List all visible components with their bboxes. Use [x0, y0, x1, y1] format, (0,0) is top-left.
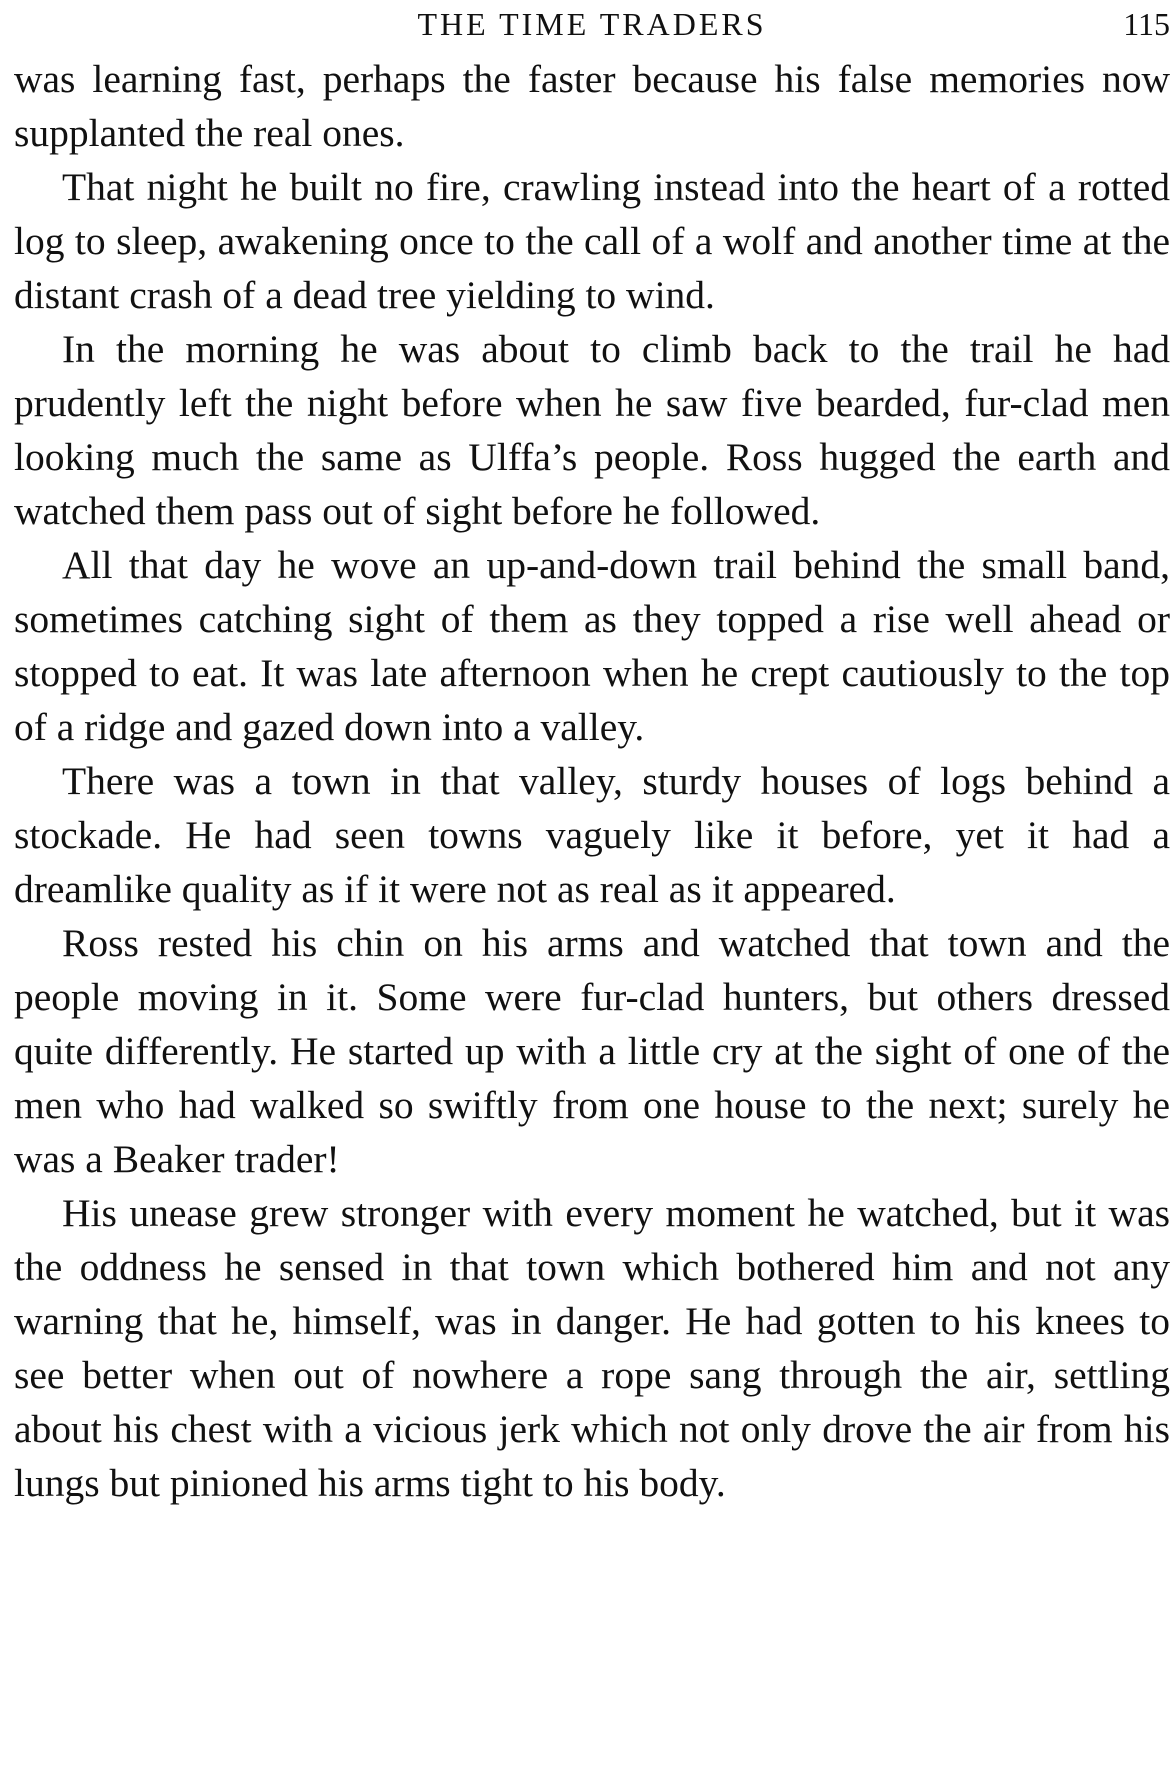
paragraph-7: His unease grew stronger with every moment he watched, but it was the oddness he sensed in that town which bothered him and not any warning that he, himself, was in danger. He had gotten to his knees to see better when out of nowhere a rope sang through the air, settling about his chest with a vicious jerk which not only drove the air from his lungs but pinioned his arms tight to his body.: [14, 1191, 1170, 1505]
paragraph-6: Ross rested his chin on his arms and watched that town and the people moving in it. Some were fur-clad hunters, but others dressed quite differently. He started up with a little cry at the sight of one of the men who had walked so swiftly from one house to the next; surely he was a Beaker trader!: [14, 921, 1170, 1181]
paragraph-4: All that day he wove an up-and-down trail behind the small band, sometimes catching sight of them as they topped a rise well ahead or stopped to eat. It was late afternoon when he crept cautiously to the top of a ridge and gazed down into a valley.: [14, 543, 1170, 749]
paragraph-1: was learning fast, perhaps the faster because his false memories now supplanted the real ones.: [14, 57, 1170, 155]
body-text: [14, 52, 1170, 1510]
paragraph-3: In the morning he was about to climb back to the trail he had prudently left the night before when he saw five bearded, fur-clad men looking much the same as Ulffa’s people. Ross hugged the earth and watched them pass out of sight before he followed.: [14, 327, 1170, 533]
paragraph-2: That night he built no fire, crawling instead into the heart of a rotted log to sleep, awakening once to the call of a wolf and another time at the distant crash of a dead tree yielding to wind.: [14, 165, 1170, 317]
running-title: THE TIME TRADERS: [417, 6, 767, 42]
page-number: 115: [1123, 6, 1170, 42]
running-head: [14, 4, 1170, 44]
paragraph-5: There was a town in that valley, sturdy houses of logs behind a stockade. He had seen towns vaguely like it before, yet it had a dreamlike quality as if it were not as real as it appeared.: [14, 759, 1170, 911]
